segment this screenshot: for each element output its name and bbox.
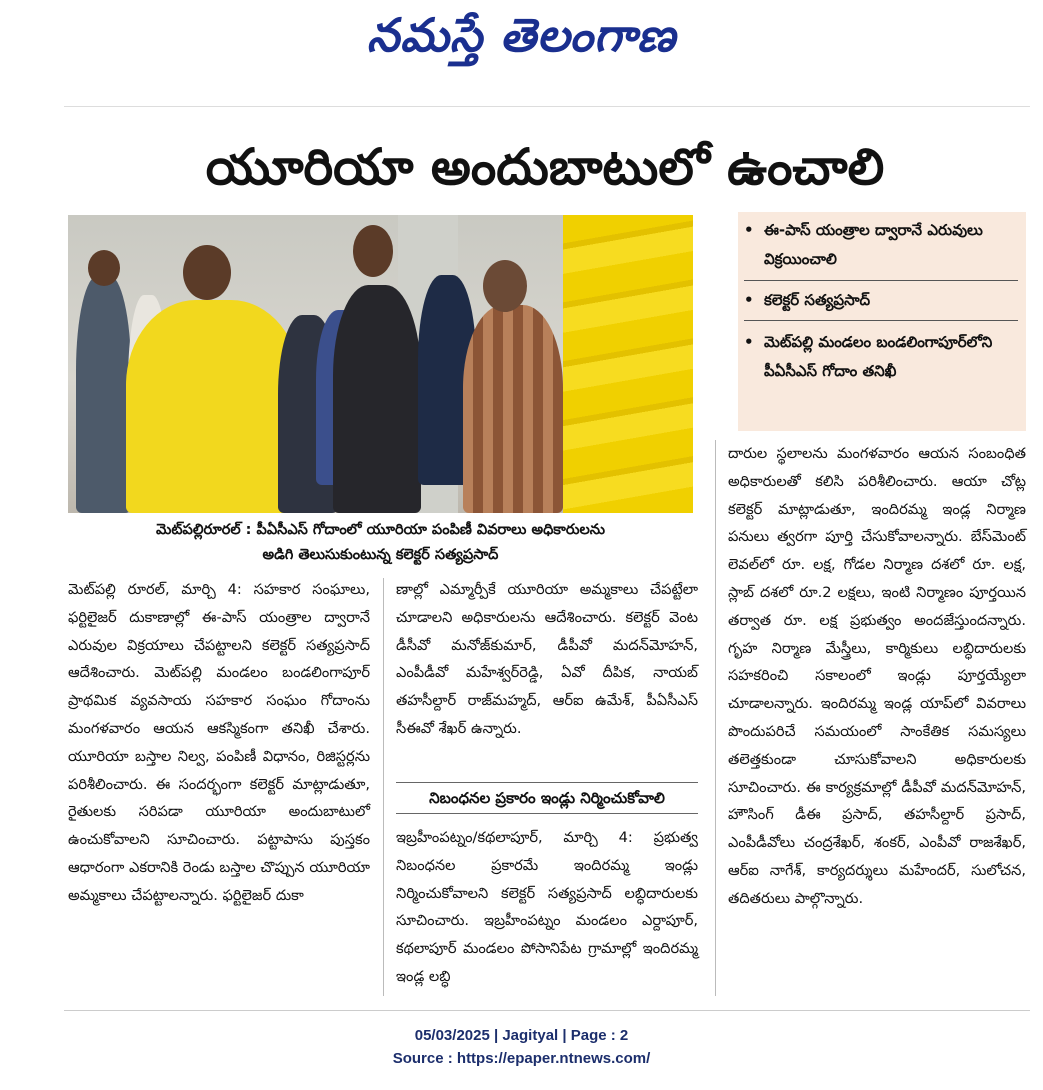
person-checked-shirt: [463, 305, 563, 513]
article-text: మెట్‌పల్లి రూరల్, మార్చి 4: సహకార సంఘాలు, ఫర్టిలైజర్ దుకాణాల్లో ఈ-పాస్ యంత్రాల ద్వారానే ఎరువుల విక్రయాలు చేపట్టాలని కలెక్టర్ సత్యప్రసాద్ ఆదేశించారు. మెట్‌పల్లి మండలం బండలింగాపూర్ ప్రాథమిక వ్యవసాయ సహకార సంఘం గోదాంను మంగళవారం ఆయన ఆకస్మికంగా తనిఖీ చేశారు. యూరియా బస్తాల నిల్వ, పంపిణీ విధానం, రిజిస్టర్లను పరిశీలించారు. ఈ సందర్భంగా కలెక్టర్ మాట్లాడుతూ, రైతులకు సరిపడా యూరియా అందుబాటులో ఉంచుకోవాలని సూచించారు. పట్టాపాసు పుస్తకం ఆధారంగా ఎకరానికి రెండు బస్తాల చొప్పున యూరియా అమ్మకాలు చేపట్టాలన్నారు. ఫర్టిలైజర్ దుకా: [68, 581, 370, 904]
footer-date-edition: 05/03/2025 | Jagityal | Page : 2: [414, 1027, 629, 1044]
bottom-divider: [64, 1010, 1030, 1011]
person-collector-head: [353, 225, 393, 277]
article-text: దారుల స్థలాలను మంగళవారం ఆయన సంబంధిత అధికారులతో కలిసి పరిశీలించారు. ఆయా చోట్ల కలెక్టర్ మాట్లాడుతూ, ఇందిరమ్మ ఇండ్ల నిర్మాణ పనులు త్వరగా పూర్తి చేసుకోవాలన్నారు. బేస్‌మెంట్ లెవల్‌లో రూ. లక్ష, గోడల నిర్మాణ దశలో రూ. లక్ష, స్లాబ్ దశలో రూ.2 లక్షలు, ఇంటి నిర్మాణం పూర్తయిన తర్వాత రూ. లక్ష ప్రభుత్వం అందజేస్తుందన్నారు. గృహ నిర్మాణ మేస్త్రీలు, కార్మికులు లబ్ధిదారులకు సహకరించి సకాలంలో ఇండ్లు పూర్తయ్యేలా చూడాలన్నారు. ఇందిరమ్మ ఇండ్ల యాప్‌లో వివరాలు పొందుపరిచే సమయంలో సాంకేతిక సమస్యలు తలెత్తకుండా చూసుకోవాలని అధికారులకు సూచించారు. ఈ కార్యక్రమాల్లో డీపీవో మదన్‌మోహన్, హౌసింగ్ డీఈ ప్రసాద్, తహసీల్దార్ ప్రసాద్, ఎంపీడీవోలు చంద్రశేఖర్, శంకర్, ఎంపీవో రాజశేఖర్, ఆర్ఐ నాగేశ్, కార్యదర్శులు మహేందర్, సులోచన, తదితరులు పాల్గొన్నారు.: [728, 445, 1026, 907]
column-rule: [383, 578, 384, 996]
photo-caption: [68, 518, 693, 568]
article-column-2: [396, 576, 698, 743]
person-checked-head: [483, 260, 527, 312]
article-column-2-second-story: [396, 824, 698, 991]
headline: యూరియా అందుబాటులో ఉంచాలి: [205, 138, 885, 196]
column-rule: [715, 440, 716, 996]
highlight-divider: [744, 280, 1018, 281]
newspaper-logo: నమస్తే తెలంగాణ: [366, 8, 677, 62]
sub-headline: నిబంధనల ప్రకారం ఇండ్లు నిర్మించుకోవాలి: [396, 782, 698, 814]
person-1: [76, 275, 131, 513]
caption-line-2: అడిగి తెలుసుకుంటున్న కలెక్టర్ సత్యప్రసాద్: [262, 547, 499, 563]
person-collector: [333, 285, 421, 513]
person-1-head: [88, 250, 120, 286]
footer-source[interactable]: Source : https://epaper.ntnews.com/: [392, 1050, 651, 1067]
person-yellow-head: [183, 245, 231, 300]
person-yellow-shirt: [126, 300, 301, 513]
article-column-1: [68, 576, 370, 910]
urea-bags: [563, 215, 693, 513]
bullet-icon: •: [744, 333, 754, 351]
article-column-3: [728, 440, 1026, 913]
bullet-icon: •: [744, 291, 754, 309]
article-text: ఇబ్రహీంపట్నం/కథలాపూర్, మార్చి 4: ప్రభుత్వ నిబంధనల ప్రకారమే ఇందిరమ్మ ఇండ్లు నిర్మించుకోవాలని కలెక్టర్ సత్యప్రసాద్ లబ్ధిదారులకు సూచించారు. ఇబ్రహీంపట్నం మండలం ఎర్దాపూర్, కథలాపూర్ మండలం పోసానిపేట గ్రామాల్లో ఇందిరమ్మ ఇండ్ల లబ్ధి: [396, 829, 698, 985]
caption-line-1: మెట్‌పల్లిరూరల్ : పీఏసీఎస్ గోదాంలో యూరియా పంపిణీ వివరాలు అధికారులను: [156, 522, 605, 538]
news-photo: [68, 215, 693, 513]
bullet-icon: •: [744, 221, 754, 239]
highlights-box: • ఈ-పాస్ యంత్రాల ద్వారానే ఎరువులు విక్రయించాలి • కలెక్టర్ సత్యప్రసాద్ • మెట్‌పల్లి మండలం బండలింగాపూర్‌లోని పీఏసీఎస్ గోదాం తనిఖీ: [738, 212, 1026, 431]
masthead: [0, 0, 1043, 78]
highlight-divider: [744, 320, 1018, 321]
top-divider: [64, 106, 1030, 107]
article-text: ణాల్లో ఎమ్మార్పీకే యూరియా అమ్మకాలు చేపట్టేలా చూడాలని అధికారులను ఆదేశించారు. కలెక్టర్ వెంట డీసీవో మనోజ్‌కుమార్, డీపీవో మదన్‌మోహన్, ఎంపీడీవో మహేశ్వర్‌రెడ్డి, ఏవో దీపిక, నాయబ్ తహసీల్దార్ రాజ్‌మహ్మద్, ఆర్ఐ ఉమేశ్, పీఏసీఎస్ సీఈవో శేఖర్ ఉన్నారు.: [396, 581, 698, 737]
